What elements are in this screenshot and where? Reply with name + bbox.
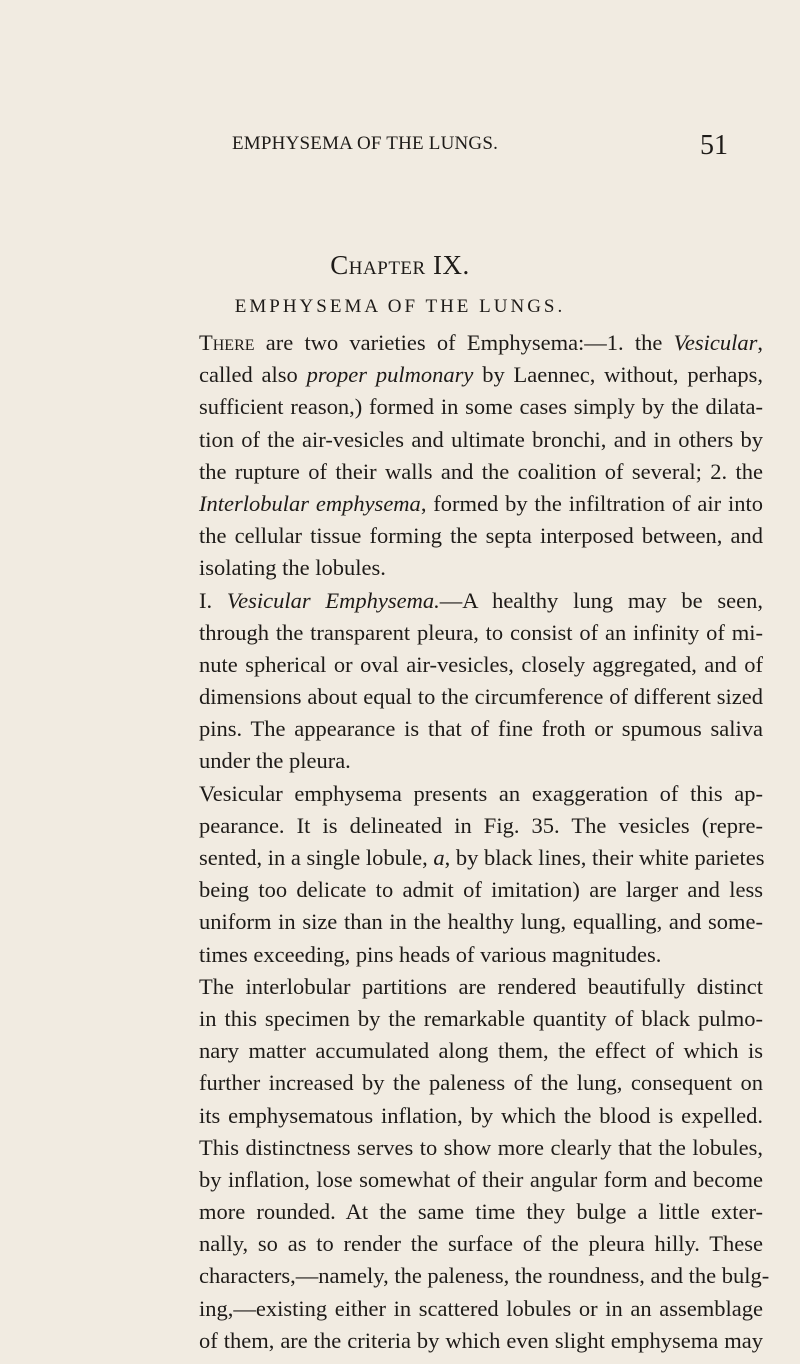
body-text <box>199 327 770 1357</box>
text-line: nary matter accumulated along them, the effect of which is <box>199 1038 763 1064</box>
text-line: the cellular tissue forming the septa interposed between, and <box>199 523 763 549</box>
text-line: uniform in size than in the healthy lung, equalling, and some- <box>199 909 763 935</box>
text-line: under the pleura. <box>199 748 351 774</box>
text-line: by inflation, lose somewhat of their angular form and become <box>199 1166 763 1192</box>
text-line: characters,—namely, the paleness, the roundness, and the bulg- <box>199 1263 770 1289</box>
text-line: This distinctness serves to show more clearly that the lobules, <box>199 1134 763 1160</box>
text-line: pins. The appearance is that of fine froth or spumous saliva <box>199 716 763 742</box>
text-line: sufficient reason,) formed in some cases simply by the dilata- <box>199 394 763 420</box>
text-span: by Laennec, without, perhaps, <box>473 362 763 388</box>
text-line: of them, are the criteria by which even slight emphysema may <box>199 1327 763 1353</box>
italic-term: proper pulmonary <box>306 362 474 388</box>
text-line: through the transparent pleura, to consist of an infinity of mi- <box>199 619 763 645</box>
running-head: EMPHYSEMA OF THE LUNGS. <box>232 133 499 154</box>
section-title: EMPHYSEMA OF THE LUNGS. <box>234 296 566 317</box>
text-line <box>199 585 763 617</box>
text-span: , formed by the infiltration of air into <box>420 490 763 516</box>
text-span: —A healthy lung may be seen, <box>439 587 763 613</box>
text-span: are two varieties of Emphysema:—1. the <box>254 330 674 355</box>
text-line: nally, so as to render the surface of the pleura hilly. These <box>199 1231 763 1257</box>
text-span: I. <box>199 587 227 613</box>
text-span: , <box>757 330 763 355</box>
text-line <box>199 327 763 359</box>
text-line: its emphysematous inflation, by which the blood is expelled. <box>199 1102 763 1128</box>
text-line: further increased by the paleness of the lung, consequent on <box>199 1070 763 1096</box>
text-line: dimensions about equal to the circumference of different sized <box>199 684 763 710</box>
text-span: called also <box>199 362 307 388</box>
text-line: the rupture of their walls and the coalition of several; 2. the <box>199 458 763 484</box>
italic-term: a <box>433 845 445 870</box>
text-line: being too delicate to admit of imitation) are larger and less <box>199 877 763 903</box>
text-line: tion of the air-vesicles and ultimate bronchi, and in others by <box>199 426 763 452</box>
text-line: nute spherical or oval air-vesicles, closely aggregated, and of <box>199 651 763 677</box>
text-span: sented, in a single lobule, <box>199 845 434 870</box>
text-line: The interlobular partitions are rendered beautifully distinct <box>199 973 763 999</box>
text-line: isolating the lobules. <box>199 555 386 581</box>
page-number: 51 <box>700 130 728 161</box>
text-line <box>199 842 763 874</box>
drop-word: There <box>199 330 255 355</box>
text-line: times exceeding, pins heads of various magnitudes. <box>199 941 662 967</box>
italic-term: Vesicular <box>673 330 758 355</box>
italic-term: Vesicular Emphysema. <box>226 587 440 613</box>
text-line: Vesicular emphysema presents an exaggeration of this ap- <box>199 780 763 806</box>
text-line: in this specimen by the remarkable quantity of black pulmo- <box>199 1005 763 1031</box>
text-line: more rounded. At the same time they bulge a little exter- <box>199 1199 763 1225</box>
italic-term: Interlobular emphysema <box>199 490 421 516</box>
text-span: , by black lines, their white parietes <box>444 845 765 870</box>
text-line: pearance. It is delineated in Fig. 35. The vesicles (repre- <box>199 812 763 838</box>
text-line: ing,—existing either in scattered lobules or in an assemblage <box>199 1295 763 1321</box>
text-line <box>199 359 763 391</box>
text-line <box>199 488 763 520</box>
chapter-title: Chapter IX. <box>330 250 470 280</box>
